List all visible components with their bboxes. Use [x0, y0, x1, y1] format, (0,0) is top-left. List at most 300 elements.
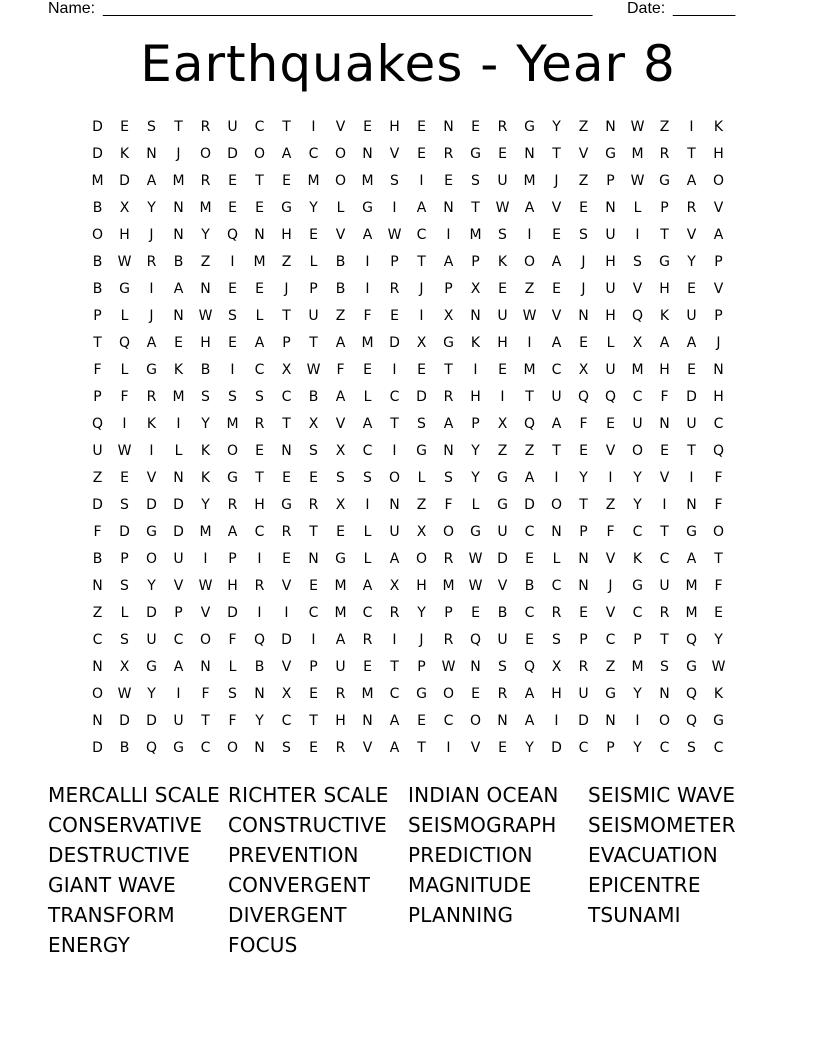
grid-letter: M — [523, 173, 536, 189]
grid-letter: N — [173, 470, 184, 486]
word-list-item: ENERGY — [48, 933, 131, 957]
grid-letter: G — [146, 362, 157, 378]
grid-letter: C — [551, 578, 562, 594]
grid-letter: X — [335, 497, 346, 513]
grid-letter: Y — [552, 119, 561, 135]
grid-letter: D — [389, 335, 400, 351]
grid-letter: H — [389, 119, 400, 135]
grid-letter: S — [417, 416, 426, 432]
grid-letter: C — [200, 740, 211, 756]
grid-letter: N — [389, 497, 400, 513]
grid-letter: Z — [659, 119, 670, 135]
grid-letter: E — [471, 119, 480, 135]
grid-letter: A — [389, 551, 400, 567]
grid-letter: N — [470, 308, 481, 324]
grid-letter: R — [281, 524, 292, 540]
grid-letter: A — [227, 524, 238, 540]
grid-letter: L — [606, 335, 615, 351]
grid-letter: G — [335, 551, 346, 567]
grid-letter: D — [173, 497, 184, 513]
grid-row — [84, 627, 732, 654]
grid-letter: O — [145, 551, 158, 567]
grid-letter: P — [93, 389, 102, 405]
grid-letter: W — [306, 362, 321, 378]
grid-letter: Q — [631, 308, 644, 324]
grid-letter: F — [714, 578, 723, 594]
grid-letter: T — [687, 146, 696, 162]
grid-letter: X — [119, 200, 130, 216]
grid-letter: Z — [524, 443, 535, 459]
grid-letter: M — [334, 578, 347, 594]
grid-letter: D — [173, 524, 184, 540]
grid-letter: V — [551, 200, 562, 216]
grid-letter: W — [441, 659, 456, 675]
grid-letter: N — [443, 119, 454, 135]
grid-letter: W — [117, 686, 132, 702]
grid-letter: N — [173, 227, 184, 243]
grid-letter: Y — [201, 227, 210, 243]
grid-letter: O — [253, 146, 266, 162]
grid-letter: I — [149, 281, 154, 297]
grid-letter: G — [605, 146, 616, 162]
grid-letter: T — [714, 551, 723, 567]
grid-letter: T — [579, 497, 588, 513]
grid-letter: I — [365, 254, 370, 270]
grid-letter: H — [470, 389, 481, 405]
grid-letter: V — [713, 200, 724, 216]
grid-letter: P — [714, 254, 723, 270]
grid-letter: C — [92, 632, 103, 648]
grid-row — [84, 654, 732, 681]
grid-letter: N — [92, 659, 103, 675]
grid-row — [84, 168, 732, 195]
grid-letter: G — [497, 470, 508, 486]
grid-letter: Q — [577, 389, 590, 405]
grid-letter: C — [551, 362, 562, 378]
grid-letter: S — [201, 389, 210, 405]
grid-letter: E — [255, 281, 264, 297]
grid-letter: U — [497, 173, 508, 189]
grid-letter: S — [633, 254, 642, 270]
grid-letter: I — [473, 362, 478, 378]
grid-letter: J — [716, 335, 721, 351]
grid-letter: R — [443, 551, 454, 567]
grid-row — [84, 357, 732, 384]
grid-letter: V — [146, 470, 157, 486]
grid-letter: N — [713, 362, 724, 378]
grid-letter: A — [335, 632, 346, 648]
grid-letter: E — [390, 308, 399, 324]
grid-letter: I — [230, 254, 235, 270]
grid-letter: F — [336, 362, 345, 378]
grid-letter: I — [689, 470, 694, 486]
grid-letter: C — [362, 605, 373, 621]
grid-row — [84, 681, 732, 708]
grid-row — [84, 222, 732, 249]
grid-letter: R — [578, 659, 589, 675]
grid-letter: P — [309, 281, 318, 297]
grid-letter: F — [93, 362, 102, 378]
grid-letter: E — [363, 659, 372, 675]
word-list-item: TSUNAMI — [588, 903, 681, 927]
word-list-item: MERCALLI SCALE — [48, 783, 220, 807]
grid-letter: W — [630, 119, 645, 135]
grid-letter: E — [174, 335, 183, 351]
grid-row — [84, 465, 732, 492]
grid-letter: G — [281, 497, 292, 513]
grid-letter: L — [120, 308, 129, 324]
grid-letter: Z — [497, 443, 508, 459]
grid-letter: S — [498, 227, 507, 243]
grid-letter: Z — [524, 281, 535, 297]
grid-letter: A — [335, 335, 346, 351]
grid-letter: U — [497, 308, 508, 324]
grid-letter: G — [686, 524, 697, 540]
grid-letter: I — [149, 443, 154, 459]
grid-letter: I — [554, 470, 559, 486]
grid-letter: C — [632, 389, 643, 405]
grid-letter: X — [416, 335, 427, 351]
grid-letter: L — [255, 308, 264, 324]
word-list-item: CONVERGENT — [228, 873, 371, 897]
grid-letter: C — [254, 524, 265, 540]
grid-letter: O — [712, 524, 725, 540]
grid-letter: B — [308, 389, 319, 405]
grid-letter: F — [714, 470, 723, 486]
word-list-item: MAGNITUDE — [408, 873, 532, 897]
grid-letter: E — [228, 335, 237, 351]
grid-letter: I — [527, 335, 532, 351]
grid-letter: G — [443, 335, 454, 351]
grid-letter: E — [417, 362, 426, 378]
grid-letter: N — [308, 551, 319, 567]
grid-letter: A — [173, 659, 184, 675]
grid-letter: N — [92, 578, 103, 594]
grid-letter: B — [335, 254, 346, 270]
grid-letter: S — [579, 227, 588, 243]
grid-letter: J — [176, 146, 181, 162]
grid-letter: M — [361, 335, 374, 351]
grid-letter: J — [581, 254, 586, 270]
grid-letter: H — [713, 389, 724, 405]
grid-letter: A — [146, 335, 157, 351]
grid-letter: M — [631, 362, 644, 378]
grid-letter: Q — [604, 389, 617, 405]
grid-letter: O — [91, 227, 104, 243]
grid-letter: C — [632, 605, 643, 621]
grid-letter: T — [660, 227, 669, 243]
word-list-item: EVACUATION — [588, 843, 718, 867]
grid-letter: I — [365, 497, 370, 513]
grid-letter: P — [390, 254, 399, 270]
grid-letter: I — [203, 551, 208, 567]
grid-letter: E — [255, 200, 264, 216]
grid-letter: C — [254, 119, 265, 135]
grid-letter: N — [173, 200, 184, 216]
grid-letter: O — [334, 173, 347, 189]
grid-letter: L — [120, 362, 129, 378]
grid-letter: Z — [578, 119, 589, 135]
grid-letter: J — [608, 578, 613, 594]
grid-letter: Q — [469, 632, 482, 648]
grid-letter: I — [311, 119, 316, 135]
grid-letter: C — [281, 389, 292, 405]
grid-letter: U — [578, 686, 589, 702]
grid-letter: Y — [309, 200, 318, 216]
grid-letter: A — [443, 254, 454, 270]
grid-letter: H — [254, 497, 265, 513]
grid-letter: Q — [685, 713, 698, 729]
grid-letter: G — [146, 524, 157, 540]
grid-letter: W — [117, 443, 132, 459]
word-list-item: SEISMOGRAPH — [408, 813, 557, 837]
grid-letter: U — [308, 308, 319, 324]
grid-letter: T — [201, 713, 210, 729]
grid-letter: E — [498, 146, 507, 162]
grid-letter: Q — [145, 740, 158, 756]
grid-letter: A — [524, 686, 535, 702]
grid-letter: W — [198, 308, 213, 324]
grid-letter: N — [443, 200, 454, 216]
grid-letter: A — [281, 146, 292, 162]
grid-letter: D — [551, 740, 562, 756]
grid-letter: Z — [200, 254, 211, 270]
grid-letter: G — [632, 578, 643, 594]
grid-row — [84, 195, 732, 222]
date-field-line: _______ — [673, 0, 736, 17]
grid-letter: E — [282, 173, 291, 189]
grid-letter: Y — [687, 254, 696, 270]
grid-letter: R — [254, 578, 265, 594]
grid-letter: A — [416, 200, 427, 216]
grid-letter: Y — [633, 497, 642, 513]
grid-letter: J — [284, 281, 289, 297]
grid-letter: E — [471, 686, 480, 702]
grid-letter: Q — [91, 416, 104, 432]
grid-letter: T — [552, 146, 561, 162]
grid-letter: C — [254, 362, 265, 378]
grid-letter: E — [120, 470, 129, 486]
grid-letter: E — [687, 281, 696, 297]
grid-letter: Z — [605, 659, 616, 675]
grid-letter: M — [523, 362, 536, 378]
grid-letter: V — [362, 740, 373, 756]
grid-letter: Y — [147, 686, 156, 702]
grid-letter: R — [308, 497, 319, 513]
grid-letter: A — [686, 173, 697, 189]
grid-letter: G — [605, 686, 616, 702]
grid-letter: W — [198, 578, 213, 594]
grid-letter: Z — [92, 470, 103, 486]
grid-letter: I — [122, 416, 127, 432]
grid-letter: N — [524, 146, 535, 162]
grid-letter: E — [660, 443, 669, 459]
grid-letter: H — [497, 335, 508, 351]
grid-letter: D — [227, 146, 238, 162]
grid-letter: Y — [579, 470, 588, 486]
grid-letter: A — [524, 470, 535, 486]
grid-letter: G — [686, 659, 697, 675]
grid-letter: T — [444, 362, 453, 378]
grid-letter: R — [389, 605, 400, 621]
grid-letter: H — [659, 281, 670, 297]
grid-letter: R — [497, 119, 508, 135]
grid-letter: I — [176, 686, 181, 702]
grid-letter: M — [226, 416, 239, 432]
grid-letter: S — [228, 686, 237, 702]
grid-letter: T — [660, 524, 669, 540]
grid-letter: A — [551, 416, 562, 432]
grid-letter: F — [228, 632, 237, 648]
grid-letter: S — [444, 470, 453, 486]
grid-letter: C — [605, 632, 616, 648]
word-list-item: SEISMIC WAVE — [588, 783, 736, 807]
grid-letter: H — [416, 578, 427, 594]
grid-letter: V — [470, 740, 481, 756]
grid-letter: E — [363, 362, 372, 378]
grid-letter: K — [659, 308, 670, 324]
grid-letter: V — [578, 146, 589, 162]
grid-letter: U — [605, 362, 616, 378]
grid-letter: D — [92, 740, 103, 756]
grid-letter: D — [578, 713, 589, 729]
grid-letter: X — [281, 686, 292, 702]
grid-letter: K — [200, 443, 211, 459]
grid-letter: I — [608, 470, 613, 486]
grid-letter: T — [525, 389, 534, 405]
grid-letter: E — [579, 443, 588, 459]
grid-letter: U — [551, 389, 562, 405]
grid-letter: P — [471, 254, 480, 270]
grid-letter: C — [713, 416, 724, 432]
grid-letter: A — [389, 740, 400, 756]
grid-letter: R — [389, 281, 400, 297]
grid-letter: H — [281, 227, 292, 243]
grid-letter: U — [605, 227, 616, 243]
grid-row — [84, 735, 732, 762]
grid-letter: G — [524, 119, 535, 135]
grid-letter: O — [388, 470, 401, 486]
grid-letter: A — [443, 416, 454, 432]
word-list-item: TRANSFORM — [48, 903, 175, 927]
grid-letter: E — [714, 605, 723, 621]
grid-letter: Y — [633, 470, 642, 486]
grid-letter: D — [119, 524, 130, 540]
grid-letter: E — [363, 119, 372, 135]
grid-letter: T — [282, 119, 291, 135]
grid-letter: N — [254, 686, 265, 702]
grid-letter: P — [606, 173, 615, 189]
name-label: Name: — [48, 0, 96, 17]
grid-letter: F — [228, 713, 237, 729]
grid-letter: C — [713, 740, 724, 756]
grid-letter: T — [309, 524, 318, 540]
grid-letter: F — [606, 524, 615, 540]
grid-letter: D — [92, 146, 103, 162]
grid-letter: M — [172, 173, 185, 189]
grid-letter: F — [660, 389, 669, 405]
grid-row — [84, 519, 732, 546]
grid-letter: C — [659, 740, 670, 756]
grid-letter: X — [497, 416, 508, 432]
grid-letter: Y — [147, 578, 156, 594]
grid-letter: W — [630, 173, 645, 189]
grid-letter: T — [660, 632, 669, 648]
grid-letter: C — [362, 443, 373, 459]
grid-letter: R — [254, 416, 265, 432]
grid-letter: H — [659, 362, 670, 378]
grid-letter: E — [687, 362, 696, 378]
grid-letter: P — [714, 308, 723, 324]
grid-letter: T — [309, 335, 318, 351]
grid-letter: J — [581, 281, 586, 297]
grid-letter: Y — [525, 740, 534, 756]
grid-letter: C — [659, 551, 670, 567]
grid-letter: Y — [201, 497, 210, 513]
grid-letter: I — [392, 200, 397, 216]
grid-letter: C — [632, 524, 643, 540]
grid-row — [84, 276, 732, 303]
grid-letter: G — [497, 497, 508, 513]
grid-letter: V — [659, 470, 670, 486]
grid-letter: R — [659, 605, 670, 621]
grid-letter: N — [146, 146, 157, 162]
grid-letter: K — [497, 254, 508, 270]
grid-letter: N — [605, 119, 616, 135]
grid-letter: P — [174, 605, 183, 621]
word-list-item: GIANT WAVE — [48, 873, 177, 897]
grid-letter: A — [524, 200, 535, 216]
grid-letter: Z — [605, 497, 616, 513]
grid-letter: G — [713, 713, 724, 729]
grid-letter: N — [578, 578, 589, 594]
grid-letter: I — [662, 497, 667, 513]
grid-row — [84, 330, 732, 357]
grid-letter: H — [713, 146, 724, 162]
grid-letter: D — [416, 389, 427, 405]
grid-letter: A — [146, 173, 157, 189]
grid-letter: P — [282, 335, 291, 351]
grid-letter: M — [307, 173, 320, 189]
grid-letter: O — [199, 632, 212, 648]
grid-letter: P — [660, 200, 669, 216]
word-list-item: SEISMOMETER — [588, 813, 736, 837]
grid-letter: B — [92, 254, 103, 270]
grid-letter: P — [228, 551, 237, 567]
grid-letter: O — [658, 713, 671, 729]
grid-letter: Y — [471, 470, 480, 486]
grid-letter: S — [255, 389, 264, 405]
grid-letter: X — [416, 524, 427, 540]
grid-letter: G — [470, 146, 481, 162]
grid-letter: U — [686, 416, 697, 432]
grid-letter: E — [228, 281, 237, 297]
grid-letter: A — [686, 335, 697, 351]
grid-letter: X — [119, 659, 130, 675]
grid-letter: A — [389, 713, 400, 729]
grid-letter: U — [92, 443, 103, 459]
grid-letter: I — [419, 173, 424, 189]
grid-letter: U — [497, 632, 508, 648]
grid-letter: U — [605, 281, 616, 297]
word-list-item: DIVERGENT — [228, 903, 347, 927]
grid-letter: S — [390, 173, 399, 189]
grid-letter: X — [308, 416, 319, 432]
grid-letter: A — [713, 227, 724, 243]
grid-letter: B — [173, 254, 184, 270]
grid-letter: B — [254, 659, 265, 675]
grid-letter: G — [416, 686, 427, 702]
